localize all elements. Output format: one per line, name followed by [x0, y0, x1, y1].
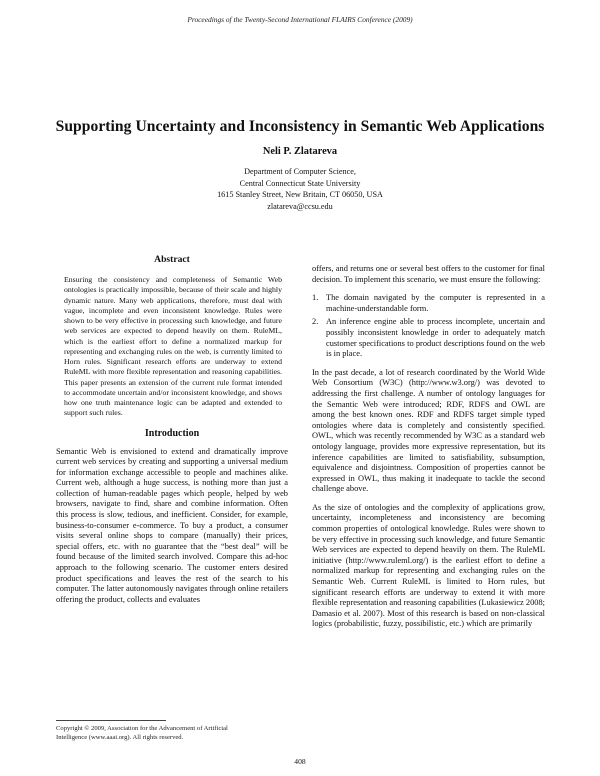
footnote-divider — [56, 720, 166, 721]
introduction-heading: Introduction — [144, 427, 200, 439]
list-item-text: An inference engine able to process incomplete, uncertain and possibly inconsistent knowledge in order to adequately match customer specifications to product descriptions found on the web is in place. — [326, 317, 545, 359]
paragraph-offers: offers, and returns one or several best offers to the customer for final decision. To implement this scenario, we must ensure the following: — [312, 264, 545, 284]
paper-title: Supporting Uncertainty and Inconsistency in Semantic Web Applications — [55, 118, 545, 135]
affiliation-email: zlatareva@ccsu.edu — [267, 201, 333, 211]
paragraph-w3c: In the past decade, a lot of research coordinated by the World Wide Web Consortium (W3C) (http://www.w3.org/) was devoted to addressing the first challenge. A number of ontology languages for the Semantic Web were introduced; RDF, RDFS and OWL are among the best known ones. RDF and RDFS target simple typed ontologies where data is completely and consistently specified. OWL, which was recently recommended by W3C as a standard web ontology language, provides more expressive representation, but its inference capabilities are limited to satisfiability, subsumption, equivalence and disjointness. Composition of properties cannot be expressed in OWL, thus making it inadequate to tackle the second challenge above. — [312, 367, 545, 494]
list-item — [312, 317, 545, 359]
footnote-line-2: Intelligence (www.aaai.org). All rights reserved. — [56, 734, 184, 741]
running-head: Proceedings of the Twenty-Second International FLAIRS Conference (2009) — [187, 15, 413, 24]
affiliation-block — [0, 166, 600, 212]
left-column — [56, 254, 288, 605]
introduction-body: Semantic Web is envisioned to extend and dramatically improve current web services by creating and supporting a universal medium for information exchange accessible to people and machines alike. Current web, although a huge success, is nothing more than just a collection of human-readable pages which people, helped by web browsers, navigate to find, share and combine information. Often this process is slow, tedious, and inefficient. Consider, for example, business-to-consumer e-commerce. To buy a product, a consumer visits several online shops to compare (manually) their prices, special offers, etc. with no guarantee that the “best deal” will be found because of the limited search involved. Compare this ad-hoc approach to the following scenario. The customer enters desired product specifications and leaves the rest of the search to his computer. The latter autonomously navigates through online retailers offering the product, collects and evaluates — [56, 446, 288, 604]
list-item-number: 1. — [312, 293, 319, 303]
requirements-list — [312, 293, 545, 360]
right-column — [312, 264, 545, 638]
affiliation-address: 1615 Stanley Street, New Britain, CT 06050, USA — [217, 190, 383, 199]
author-name: Neli P. Zlatareva — [262, 146, 338, 157]
list-item — [312, 293, 545, 314]
footnote-line-1: Copyright © 2009, Association for the Advancement of Artificial — [56, 725, 228, 732]
affiliation-department: Department of Computer Science, — [244, 167, 356, 176]
abstract-body: Ensuring the consistency and completeness of Semantic Web ontologies is practically impossible, because of their scale and highly dynamic nature. Many web applications, therefore, must deal with vague, incomplete and even inconsistent knowledge. Rules were shown to be very effective in processing such knowledge, and future web services are expected to depend heavily on them. RuleML, which is the earliest effort to define a normalized markup for representing and exchanging rules on the web, is currently limited to Horn rules. Significant research efforts are underway to extend RuleML with more flexible representation and reasoning capabilities. This paper presents an extension of the current rule format intended to accommodate uncertain and/or inconsistent knowledge, and shows how one truth maintenance logic can be adapted and extended to support such rules. — [64, 275, 282, 418]
affiliation-university: Central Connecticut State University — [239, 178, 361, 188]
list-item-text: The domain navigated by the computer is represented in a machine-understandable form. — [326, 293, 545, 313]
abstract-heading: Abstract — [154, 254, 190, 265]
copyright-footnote — [56, 720, 288, 742]
paragraph-ruleml: As the size of ontologies and the complexity of applications grow, uncertainty, incompleteness and inconsistency are becoming common properties of ontological knowledge. Rules were shown to be very effective in processing such knowledge, and future Semantic Web services are expected to depend heavily on them. The RuleML initiative (http://www.ruleml.org/) is the earliest effort to define a normalized markup for representing and exchanging rules on the Semantic Web. Current RuleML is limited to Horn rules, but significant research efforts are underway to extend it with more flexible representation and reasoning capabilities (Lukasiewicz 2008; Damasio et al. 2007). Most of this research is based on non-classical logics (probabilistic, fuzzy, possibilistic, etc.) which are primarily — [312, 502, 545, 629]
list-item-number: 2. — [312, 317, 319, 327]
page-number: 408 — [294, 757, 306, 766]
